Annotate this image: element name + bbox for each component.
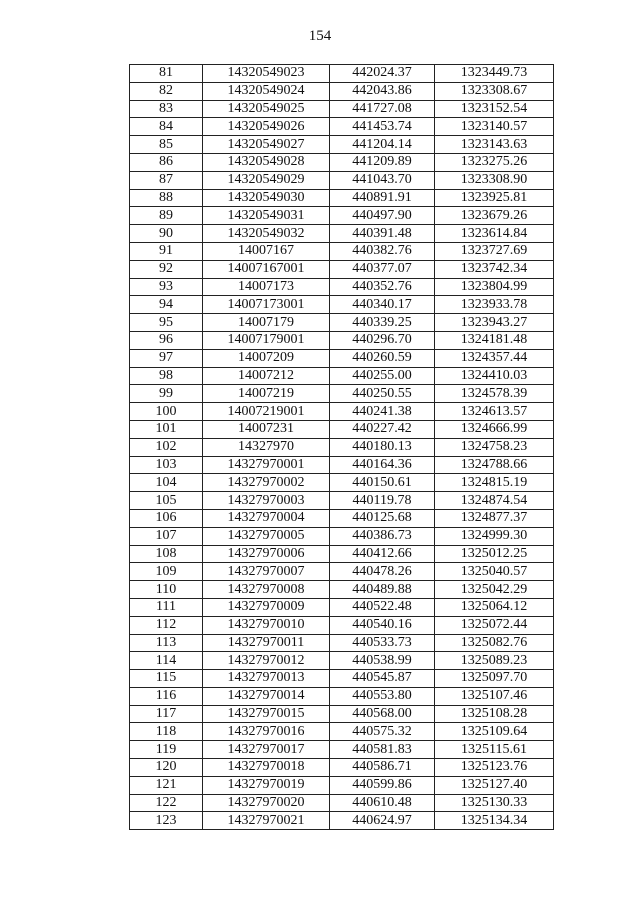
x-coordinate-cell: 440340.17 <box>330 296 435 314</box>
x-coordinate-cell: 441043.70 <box>330 171 435 189</box>
point-id-cell: 14007173001 <box>203 296 330 314</box>
point-id-cell: 14007219001 <box>203 403 330 421</box>
table-row <box>130 670 554 688</box>
table-row <box>130 153 554 171</box>
table-row <box>130 492 554 510</box>
point-number-cell: 98 <box>130 367 203 385</box>
y-coordinate-cell: 1325064.12 <box>435 598 554 616</box>
table-row <box>130 456 554 474</box>
y-coordinate-cell: 1323449.73 <box>435 65 554 83</box>
point-id-cell: 14327970015 <box>203 705 330 723</box>
point-number-cell: 96 <box>130 331 203 349</box>
point-id-cell: 14327970014 <box>203 687 330 705</box>
point-number-cell: 115 <box>130 670 203 688</box>
x-coordinate-cell: 441453.74 <box>330 118 435 136</box>
point-number-cell: 122 <box>130 794 203 812</box>
point-id-cell: 14327970003 <box>203 492 330 510</box>
y-coordinate-cell: 1325042.29 <box>435 581 554 599</box>
point-number-cell: 111 <box>130 598 203 616</box>
y-coordinate-cell: 1325130.33 <box>435 794 554 812</box>
table-row <box>130 82 554 100</box>
point-id-cell: 14007179 <box>203 314 330 332</box>
table-row <box>130 438 554 456</box>
y-coordinate-cell: 1323742.34 <box>435 260 554 278</box>
point-id-cell: 14327970012 <box>203 652 330 670</box>
point-id-cell: 14327970 <box>203 438 330 456</box>
table-row <box>130 349 554 367</box>
point-id-cell: 14327970009 <box>203 598 330 616</box>
table-row <box>130 581 554 599</box>
y-coordinate-cell: 1324357.44 <box>435 349 554 367</box>
x-coordinate-cell: 440150.61 <box>330 474 435 492</box>
x-coordinate-cell: 440339.25 <box>330 314 435 332</box>
point-id-cell: 14327970013 <box>203 670 330 688</box>
point-id-cell: 14007173 <box>203 278 330 296</box>
x-coordinate-cell: 440119.78 <box>330 492 435 510</box>
point-id-cell: 14320549031 <box>203 207 330 225</box>
x-coordinate-cell: 440568.00 <box>330 705 435 723</box>
point-id-cell: 14320549030 <box>203 189 330 207</box>
point-id-cell: 14320549024 <box>203 82 330 100</box>
point-number-cell: 121 <box>130 776 203 794</box>
point-number-cell: 118 <box>130 723 203 741</box>
y-coordinate-cell: 1324874.54 <box>435 492 554 510</box>
x-coordinate-cell: 440412.66 <box>330 545 435 563</box>
x-coordinate-cell: 440553.80 <box>330 687 435 705</box>
table-row <box>130 189 554 207</box>
y-coordinate-cell: 1323152.54 <box>435 100 554 118</box>
point-number-cell: 83 <box>130 100 203 118</box>
point-number-cell: 100 <box>130 403 203 421</box>
y-coordinate-cell: 1324578.39 <box>435 385 554 403</box>
y-coordinate-cell: 1323275.26 <box>435 153 554 171</box>
point-number-cell: 120 <box>130 759 203 777</box>
point-number-cell: 88 <box>130 189 203 207</box>
point-number-cell: 105 <box>130 492 203 510</box>
x-coordinate-cell: 440540.16 <box>330 616 435 634</box>
x-coordinate-cell: 440296.70 <box>330 331 435 349</box>
y-coordinate-cell: 1325108.28 <box>435 705 554 723</box>
table-row <box>130 812 554 830</box>
y-coordinate-cell: 1324613.57 <box>435 403 554 421</box>
y-coordinate-cell: 1323943.27 <box>435 314 554 332</box>
point-number-cell: 86 <box>130 153 203 171</box>
table-row <box>130 385 554 403</box>
point-number-cell: 82 <box>130 82 203 100</box>
point-id-cell: 14327970008 <box>203 581 330 599</box>
table-row <box>130 65 554 83</box>
point-number-cell: 114 <box>130 652 203 670</box>
x-coordinate-cell: 440575.32 <box>330 723 435 741</box>
table-row <box>130 242 554 260</box>
x-coordinate-cell: 442024.37 <box>330 65 435 83</box>
x-coordinate-cell: 440586.71 <box>330 759 435 777</box>
point-id-cell: 14320549028 <box>203 153 330 171</box>
point-number-cell: 101 <box>130 420 203 438</box>
point-number-cell: 109 <box>130 563 203 581</box>
point-number-cell: 104 <box>130 474 203 492</box>
point-number-cell: 89 <box>130 207 203 225</box>
table-row <box>130 225 554 243</box>
y-coordinate-cell: 1325097.70 <box>435 670 554 688</box>
y-coordinate-cell: 1325109.64 <box>435 723 554 741</box>
y-coordinate-cell: 1323143.63 <box>435 136 554 154</box>
point-id-cell: 14007209 <box>203 349 330 367</box>
point-id-cell: 14327970004 <box>203 509 330 527</box>
point-number-cell: 87 <box>130 171 203 189</box>
x-coordinate-cell: 440610.48 <box>330 794 435 812</box>
y-coordinate-cell: 1323727.69 <box>435 242 554 260</box>
table-row <box>130 278 554 296</box>
table-row <box>130 314 554 332</box>
y-coordinate-cell: 1325127.40 <box>435 776 554 794</box>
point-id-cell: 14327970019 <box>203 776 330 794</box>
table-row <box>130 545 554 563</box>
table-row <box>130 136 554 154</box>
point-number-cell: 97 <box>130 349 203 367</box>
table-row <box>130 509 554 527</box>
point-id-cell: 14327970005 <box>203 527 330 545</box>
point-id-cell: 14320549025 <box>203 100 330 118</box>
x-coordinate-cell: 440227.42 <box>330 420 435 438</box>
x-coordinate-cell: 440599.86 <box>330 776 435 794</box>
point-id-cell: 14007231 <box>203 420 330 438</box>
point-number-cell: 90 <box>130 225 203 243</box>
table-row <box>130 563 554 581</box>
point-number-cell: 95 <box>130 314 203 332</box>
coordinates-table-body <box>130 65 554 830</box>
table-row <box>130 794 554 812</box>
x-coordinate-cell: 440260.59 <box>330 349 435 367</box>
point-id-cell: 14007167 <box>203 242 330 260</box>
y-coordinate-cell: 1323679.26 <box>435 207 554 225</box>
point-number-cell: 99 <box>130 385 203 403</box>
y-coordinate-cell: 1324666.99 <box>435 420 554 438</box>
x-coordinate-cell: 440255.00 <box>330 367 435 385</box>
y-coordinate-cell: 1323804.99 <box>435 278 554 296</box>
table-row <box>130 420 554 438</box>
table-row <box>130 527 554 545</box>
point-number-cell: 113 <box>130 634 203 652</box>
table-row <box>130 759 554 777</box>
x-coordinate-cell: 440545.87 <box>330 670 435 688</box>
table-row <box>130 741 554 759</box>
table-row <box>130 100 554 118</box>
x-coordinate-cell: 441204.14 <box>330 136 435 154</box>
y-coordinate-cell: 1324877.37 <box>435 509 554 527</box>
table-row <box>130 367 554 385</box>
point-id-cell: 14007167001 <box>203 260 330 278</box>
x-coordinate-cell: 440391.48 <box>330 225 435 243</box>
y-coordinate-cell: 1325082.76 <box>435 634 554 652</box>
table-row <box>130 598 554 616</box>
x-coordinate-cell: 442043.86 <box>330 82 435 100</box>
table-row <box>130 616 554 634</box>
point-number-cell: 102 <box>130 438 203 456</box>
y-coordinate-cell: 1325134.34 <box>435 812 554 830</box>
y-coordinate-cell: 1325089.23 <box>435 652 554 670</box>
table-row <box>130 331 554 349</box>
y-coordinate-cell: 1324410.03 <box>435 367 554 385</box>
y-coordinate-cell: 1323614.84 <box>435 225 554 243</box>
point-number-cell: 103 <box>130 456 203 474</box>
x-coordinate-cell: 441209.89 <box>330 153 435 171</box>
point-id-cell: 14007179001 <box>203 331 330 349</box>
point-number-cell: 106 <box>130 509 203 527</box>
x-coordinate-cell: 440624.97 <box>330 812 435 830</box>
table-row <box>130 634 554 652</box>
point-id-cell: 14327970001 <box>203 456 330 474</box>
x-coordinate-cell: 440382.76 <box>330 242 435 260</box>
y-coordinate-cell: 1323308.67 <box>435 82 554 100</box>
point-id-cell: 14320549026 <box>203 118 330 136</box>
x-coordinate-cell: 440478.26 <box>330 563 435 581</box>
point-id-cell: 14320549027 <box>203 136 330 154</box>
x-coordinate-cell: 440241.38 <box>330 403 435 421</box>
y-coordinate-cell: 1325107.46 <box>435 687 554 705</box>
point-number-cell: 84 <box>130 118 203 136</box>
y-coordinate-cell: 1323308.90 <box>435 171 554 189</box>
point-id-cell: 14327970010 <box>203 616 330 634</box>
x-coordinate-cell: 440489.88 <box>330 581 435 599</box>
y-coordinate-cell: 1325123.76 <box>435 759 554 777</box>
x-coordinate-cell: 440533.73 <box>330 634 435 652</box>
y-coordinate-cell: 1324788.66 <box>435 456 554 474</box>
x-coordinate-cell: 440125.68 <box>330 509 435 527</box>
table-row <box>130 171 554 189</box>
point-number-cell: 112 <box>130 616 203 634</box>
y-coordinate-cell: 1323140.57 <box>435 118 554 136</box>
point-id-cell: 14327970020 <box>203 794 330 812</box>
point-id-cell: 14327970006 <box>203 545 330 563</box>
point-number-cell: 81 <box>130 65 203 83</box>
point-id-cell: 14007212 <box>203 367 330 385</box>
point-number-cell: 92 <box>130 260 203 278</box>
point-id-cell: 14327970021 <box>203 812 330 830</box>
table-row <box>130 474 554 492</box>
table-row <box>130 776 554 794</box>
point-id-cell: 14320549023 <box>203 65 330 83</box>
point-number-cell: 94 <box>130 296 203 314</box>
y-coordinate-cell: 1324758.23 <box>435 438 554 456</box>
point-id-cell: 14327970017 <box>203 741 330 759</box>
point-id-cell: 14327970002 <box>203 474 330 492</box>
x-coordinate-cell: 440180.13 <box>330 438 435 456</box>
table-row <box>130 723 554 741</box>
point-number-cell: 110 <box>130 581 203 599</box>
y-coordinate-cell: 1324815.19 <box>435 474 554 492</box>
point-id-cell: 14320549032 <box>203 225 330 243</box>
point-number-cell: 107 <box>130 527 203 545</box>
point-id-cell: 14007219 <box>203 385 330 403</box>
point-number-cell: 123 <box>130 812 203 830</box>
page-number: 154 <box>308 28 332 44</box>
point-id-cell: 14327970007 <box>203 563 330 581</box>
x-coordinate-cell: 440164.36 <box>330 456 435 474</box>
table-row <box>130 652 554 670</box>
x-coordinate-cell: 440522.48 <box>330 598 435 616</box>
table-row <box>130 296 554 314</box>
y-coordinate-cell: 1325040.57 <box>435 563 554 581</box>
table-row <box>130 403 554 421</box>
x-coordinate-cell: 440386.73 <box>330 527 435 545</box>
point-id-cell: 14327970016 <box>203 723 330 741</box>
point-number-cell: 91 <box>130 242 203 260</box>
y-coordinate-cell: 1325072.44 <box>435 616 554 634</box>
point-number-cell: 108 <box>130 545 203 563</box>
x-coordinate-cell: 440891.91 <box>330 189 435 207</box>
x-coordinate-cell: 440377.07 <box>330 260 435 278</box>
point-number-cell: 85 <box>130 136 203 154</box>
table-row <box>130 705 554 723</box>
x-coordinate-cell: 440497.90 <box>330 207 435 225</box>
y-coordinate-cell: 1323933.78 <box>435 296 554 314</box>
table-row <box>130 118 554 136</box>
point-id-cell: 14327970018 <box>203 759 330 777</box>
y-coordinate-cell: 1323925.81 <box>435 189 554 207</box>
x-coordinate-cell: 440538.99 <box>330 652 435 670</box>
table-row <box>130 260 554 278</box>
y-coordinate-cell: 1325115.61 <box>435 741 554 759</box>
point-id-cell: 14320549029 <box>203 171 330 189</box>
y-coordinate-cell: 1325012.25 <box>435 545 554 563</box>
x-coordinate-cell: 440250.55 <box>330 385 435 403</box>
y-coordinate-cell: 1324181.48 <box>435 331 554 349</box>
table-row <box>130 207 554 225</box>
y-coordinate-cell: 1324999.30 <box>435 527 554 545</box>
x-coordinate-cell: 441727.08 <box>330 100 435 118</box>
point-id-cell: 14327970011 <box>203 634 330 652</box>
point-number-cell: 117 <box>130 705 203 723</box>
point-number-cell: 93 <box>130 278 203 296</box>
point-number-cell: 116 <box>130 687 203 705</box>
table-row <box>130 687 554 705</box>
x-coordinate-cell: 440352.76 <box>330 278 435 296</box>
coordinates-table <box>129 64 554 830</box>
point-number-cell: 119 <box>130 741 203 759</box>
x-coordinate-cell: 440581.83 <box>330 741 435 759</box>
